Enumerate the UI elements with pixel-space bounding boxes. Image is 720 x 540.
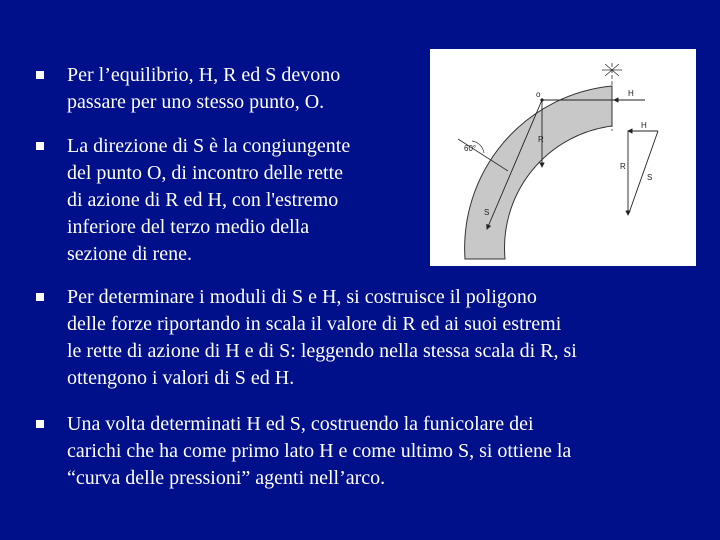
bullet-line: del punto O, di incontro delle rette (67, 162, 344, 184)
bullet-text (67, 62, 340, 116)
poly-s (629, 131, 658, 213)
bullet-line: sezione di rene. (67, 243, 192, 265)
label-r-arch: R (538, 135, 544, 144)
bullet-text (67, 284, 577, 392)
bullet-marker (36, 293, 44, 301)
bullet-marker (36, 142, 44, 150)
bullet-line: passare per uno stesso punto, O. (67, 91, 325, 113)
label-o: o (536, 90, 541, 99)
arch-diagram (430, 49, 696, 266)
bullet-line: Per determinare i moduli di S e H, si costruisce il poligono (67, 286, 537, 308)
bullet-line: le rette di azione di H e di S: leggendo nella stessa scala di R, si (67, 340, 577, 362)
bullet-line: inferiore del terzo medio della (67, 216, 310, 238)
bullet-line: La direzione di S è la congiungente (67, 135, 351, 157)
bullet-line: carichi che ha come primo lato H e come ultimo S, si ottiene la (67, 440, 572, 462)
bullet-line: “curva delle pressioni” agenti nell’arco. (67, 467, 386, 489)
bullet-line: delle forze riportando in scala il valore di R ed ai suoi estremi (67, 313, 562, 335)
bullet-line: Per l’equilibrio, H, R ed S devono (67, 64, 341, 86)
bullet-marker (36, 420, 44, 428)
bullet-marker (36, 71, 44, 79)
label-s-poly: S (647, 173, 653, 182)
bullet-line: ottengono i valori di S ed H. (67, 367, 295, 389)
arch-band (465, 86, 612, 259)
arch-figure (430, 49, 696, 266)
label-s-arch: S (484, 208, 490, 217)
bullet-text (67, 411, 571, 492)
bullet-line: Una volta determinati H ed S, costruendo la funicolare dei (67, 413, 534, 435)
label-r-poly: R (620, 162, 626, 171)
bullet-text (67, 133, 350, 268)
label-h-poly: H (641, 121, 647, 130)
label-h-top: H (628, 89, 634, 98)
label-angle: 60° (464, 144, 477, 153)
bullet-line: di azione di R ed H, con l'estremo (67, 189, 339, 211)
